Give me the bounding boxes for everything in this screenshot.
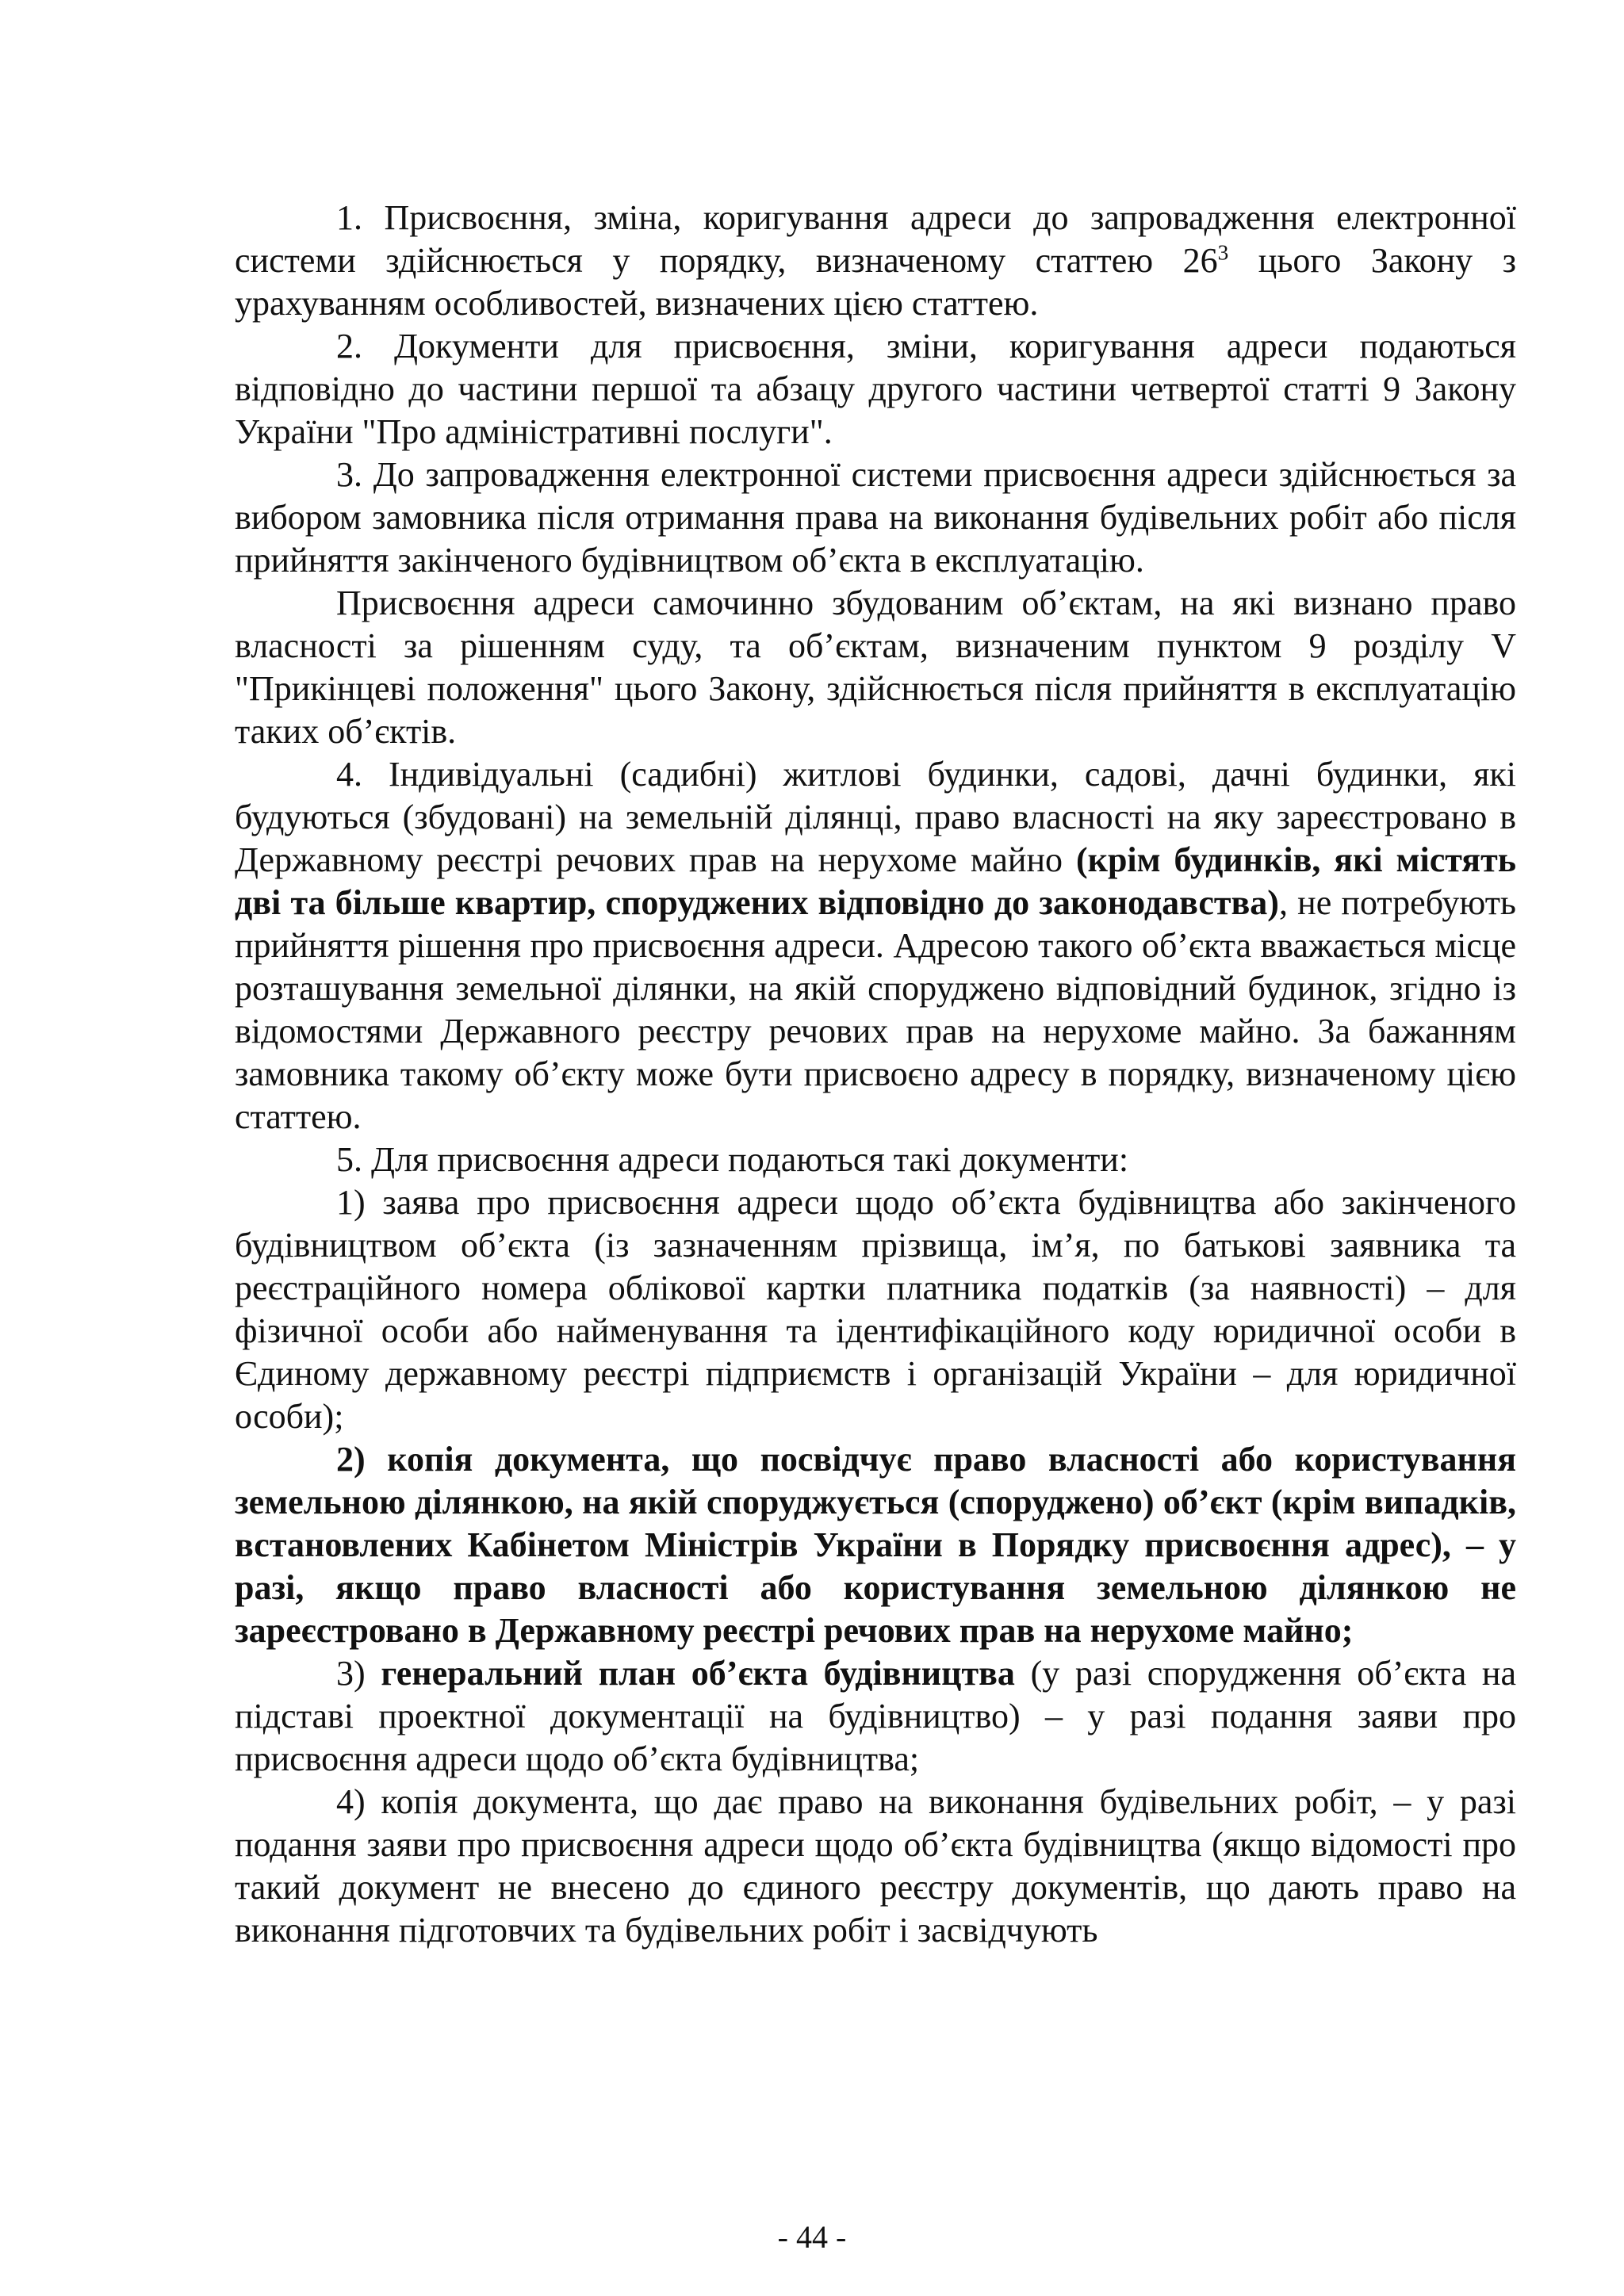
text-run: 1. Присвоєння, зміна, коригування адреси до запровадження електронної системи здійснюється у порядку, визначеному статтею 26 xyxy=(235,198,1516,280)
superscript: 3 xyxy=(1217,240,1229,265)
text-run: 5. Для присвоєння адреси подаються такі документи: xyxy=(336,1140,1129,1179)
text-run: (у разі спорудження об’єкта на підставі проектної документації на будівництво) – у разі подання заяви про присвоєння адреси щодо об’єкта будівництва; xyxy=(235,1654,1516,1778)
paragraph xyxy=(235,753,1516,1138)
text-run: 4. Індивідуальні (садибні) житлові будинки, садові, дачні будинки, які будуються (збудовані) на земельній ділянці, право власності на яку зареєстровано в Державному реєстрі речових прав на нерухоме майно xyxy=(235,755,1516,879)
text-run: 1) заява про присвоєння адреси щодо об’єкта будівництва або закінченого будівництвом об’єкта (із зазначенням прізвища, ім’я, по батькові заявника та реєстраційного номера облікової картки платника податків (за наявності) – для фізичної особи або найменування та ідентифікаційного коду юридичної особи в Єдиному державному реєстрі підприємств і організацій України – для юридичної особи); xyxy=(235,1183,1516,1436)
bold-text: (крім будинків, які містять дві та більше квартир, споруджених відповідно до законодавства) xyxy=(235,840,1516,922)
text-run: , не потребують прийняття рішення про присвоєння адреси. Адресою такого об’єкта вважається місце розташування земельної ділянки, на якій споруджено відповідний будинок, згідно із відомостями Державного реєстру речових прав на нерухоме майно. За бажанням замовника такому об’єкту може бути присвоєно адресу в порядку, визначеному цією статтею. xyxy=(235,883,1516,1136)
text-run: 3. До запровадження електронної системи присвоєння адреси здійснюється за вибором замовника після отримання права на виконання будівельних робіт або після прийняття закінченого будівництвом об’єкта в експлуатацію. xyxy=(235,455,1516,580)
bold-text: 2) копія документа, що посвідчує право власності або користування земельною ділянкою, на якій споруджується (споруджено) об’єкт (крім випадків, встановлених Кабінетом Міністрів України в Порядку присвоєння адрес), – у разі, якщо право власності або користування земельною ділянкою не зареєстровано в Державному реєстрі речових прав на нерухоме майно; xyxy=(235,1440,1516,1650)
text-run: Присвоєння адреси самочинно збудованим об’єктам, на які визнано право власності за рішенням суду, та об’єктам, визначеним пунктом 9 розділу V "Прикінцеві положення" цього Закону, здійснюється після прийняття в експлуатацію таких об’єктів. xyxy=(235,584,1516,751)
paragraph xyxy=(235,1781,1516,1952)
paragraph xyxy=(235,325,1516,453)
page-number: - 44 - xyxy=(777,2219,847,2255)
paragraph xyxy=(235,582,1516,753)
text-run: цього Закону з урахуванням особливостей, визначених цією статтею. xyxy=(235,241,1516,323)
text-run: 2. Документи для присвоєння, зміни, коригування адреси подаються відповідно до частини першої та абзацу другого частини четвертої статті 9 Закону України "Про адміністративні послуги". xyxy=(235,327,1516,451)
paragraph xyxy=(235,197,1516,325)
paragraph xyxy=(235,1138,1516,1181)
paragraph xyxy=(235,1438,1516,1652)
paragraph xyxy=(235,1181,1516,1438)
text-run: 3) xyxy=(336,1654,381,1693)
document-body xyxy=(235,197,1516,1952)
paragraph xyxy=(235,453,1516,582)
text-run: 4) копія документа, що дає право на виконання будівельних робіт, – у разі подання заяви про присвоєння адреси щодо об’єкта будівництва (якщо відомості про такий документ не внесено до єдиного реєстру документів, що дають право на виконання підготовчих та будівельних робіт і засвідчують xyxy=(235,1782,1516,1950)
bold-text: генеральний план об’єкта будівництва xyxy=(381,1654,1015,1693)
paragraph xyxy=(235,1652,1516,1781)
